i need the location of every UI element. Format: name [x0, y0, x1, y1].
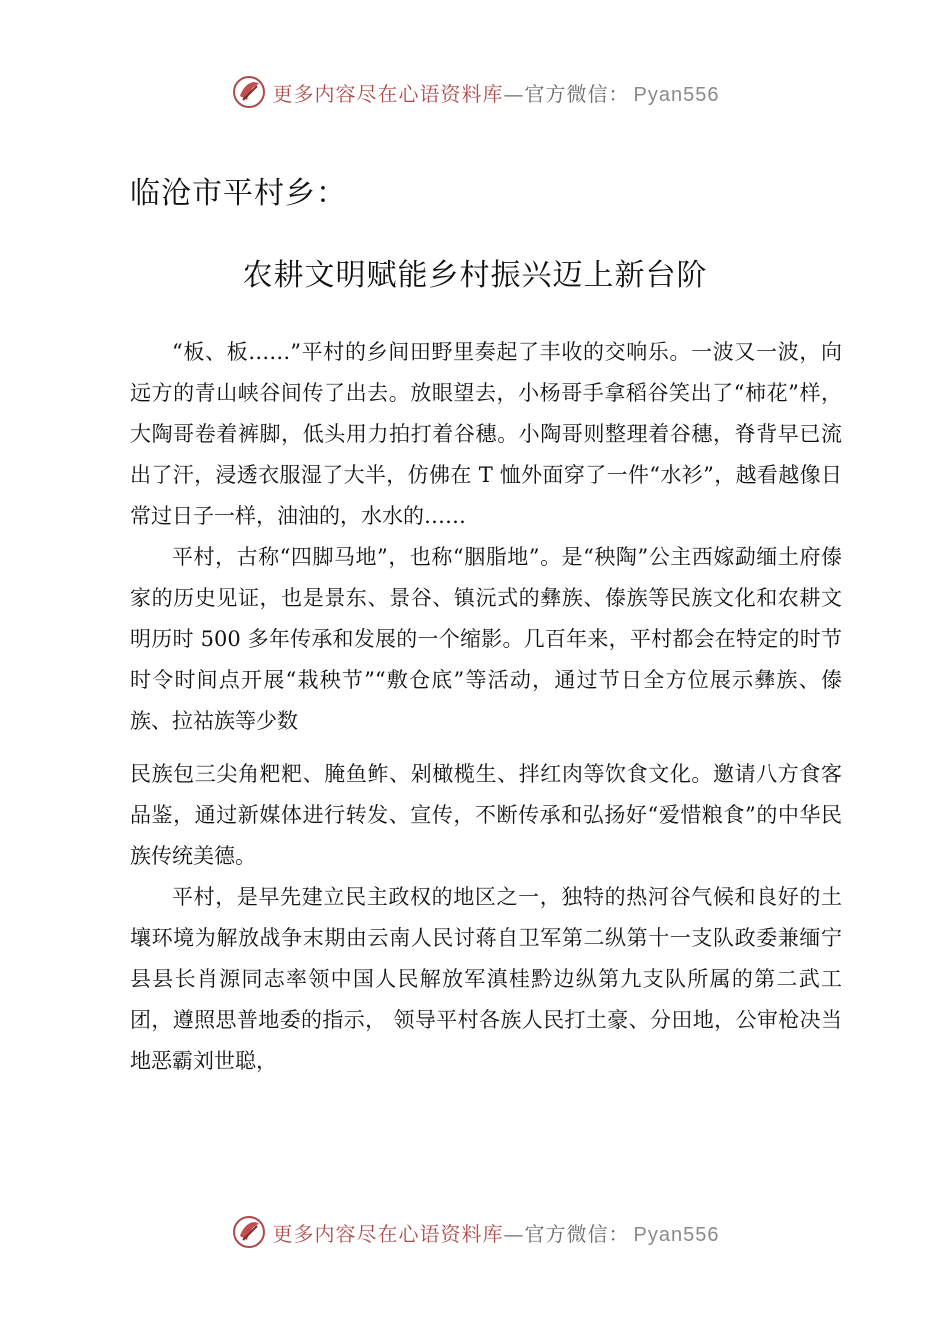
logo-icon	[231, 1214, 267, 1250]
banner-separator: —	[503, 1221, 525, 1246]
logo-icon	[231, 74, 267, 110]
wechat-id: Pyan556	[633, 83, 720, 106]
paragraph: 平村，古称“四脚马地”，也称“胭脂地”。是“秧陶”公主西嫁勐缅土府傣家的历史见证，也是景东、景谷、镇沅式的彝族、傣族等民族文化和农耕文明历时 500 多年传承和发展的一个缩影。几百年来，平村都会在特定的时节时令时间点开展“栽秧节”“敷仓底”等活动，通过节日全方位展示彝族、傣族、拉祜族等少数	[130, 545, 842, 733]
footer-banner	[0, 1212, 950, 1252]
header-banner	[0, 72, 950, 112]
wechat-id: Pyan556	[633, 1223, 720, 1246]
document-body	[130, 332, 842, 1082]
banner-text: 更多内容尽在心语资料库	[272, 81, 504, 106]
document-heading: 临沧市平村乡：	[130, 176, 347, 211]
paragraph: 平村，是早先建立民主政权的地区之一，独特的热河谷气候和良好的土壤环境为解放战争末期由云南人民讨蒋自卫军第二纵第十一支队政委兼缅宁县县长肖源同志率领中国人民解放军滇桂黔边纵第九支队所属的第二武工团，遵照思普地委的指示， 领导平村各族人民打土豪、分田地，公审枪决当地恶霸刘世聪，	[130, 885, 842, 1073]
banner-label: 官方微信：	[524, 81, 630, 106]
paragraph: 民族包三尖角粑粑、腌鱼鲊、剁橄榄生、拌红肉等饮食文化。邀请八方食客品鉴，通过新媒体进行转发、宣传，不断传承和弘扬好“爱惜粮食”的中华民族传统美德。	[130, 762, 842, 868]
banner-text: 更多内容尽在心语资料库	[272, 1221, 504, 1246]
banner-separator: —	[503, 81, 525, 106]
paragraph: “板、板……”平村的乡间田野里奏起了丰收的交响乐。一波又一波，向远方的青山峡谷间传了出去。放眼望去，小杨哥手拿稻谷笑出了“柿花”样，大陶哥卷着裤脚，低头用力拍打着谷穗。小陶哥则整理着谷穗，脊背早已流出了汗，浸透衣服湿了大半，仿佛在 T 恤外面穿了一件“水衫”，越看越像日常过日子一样，油油的，水水的……	[130, 340, 842, 528]
banner-label: 官方微信：	[524, 1221, 630, 1246]
document-title: 农耕文明赋能乡村振兴迈上新台阶	[242, 258, 708, 293]
